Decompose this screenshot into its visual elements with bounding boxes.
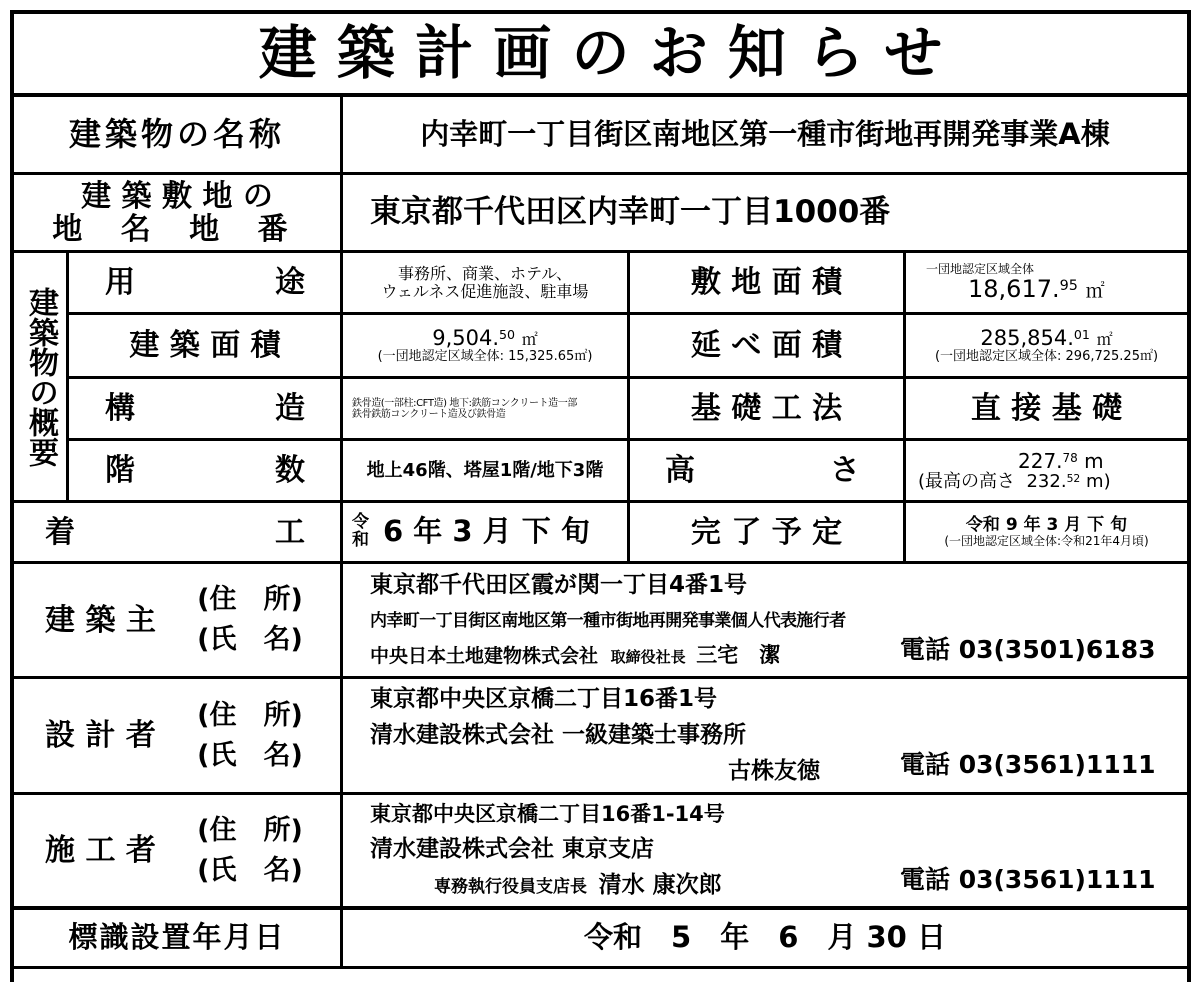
owner-label: 建 築 主 (45, 602, 156, 638)
designer-line-3: 古株友徳 (728, 758, 820, 785)
building-area-note: (一団地認定区域全体: 15,325.65㎡) (377, 348, 593, 364)
height-cell (906, 441, 1187, 500)
overview-label (14, 253, 66, 500)
sign-date-value: 令和 5 年 6 月 30 日 (584, 920, 946, 955)
structure-value-1: 鉄骨造(一部柱:CFT造) 地下:鉄筋コンクリート造一部 (352, 397, 577, 409)
designer-name-label: (氏 名) (197, 739, 303, 771)
designer-line-2: 清水建設株式会社 一級建築士事務所 (370, 721, 747, 748)
owner-line-1: 東京都千代田区霞が関一丁目4番1号 (370, 571, 748, 598)
foundation-value: 直 接 基 礎 (970, 391, 1123, 426)
height-max-label: (最高の高さ (918, 470, 1016, 492)
floor-area-value: 285,854. (980, 325, 1074, 350)
height-max-unit: m) (1086, 470, 1111, 492)
owner-name-label: (氏 名) (197, 624, 303, 655)
contractor-name-label: (氏 名) (197, 854, 303, 886)
start-label-a: 着 (45, 514, 75, 550)
vline-label (340, 93, 343, 969)
contractor-line-3-row (434, 873, 722, 898)
usage-value (343, 253, 627, 312)
contractor-label: 施 工 者 (45, 833, 156, 868)
owner-person: 三宅 潔 (696, 643, 781, 668)
site-address-label-1: 建 築 敷 地 の (81, 178, 273, 214)
site-address-label (14, 175, 340, 250)
overview-label-text: 建築物の概要 (23, 286, 58, 467)
building-area-value: 9,504. (432, 325, 500, 350)
height-max-line (918, 472, 1111, 492)
height-label-b: さ (830, 453, 860, 488)
structure-label (105, 379, 305, 438)
contractor-addr-label: (住 所) (197, 814, 303, 846)
site-area-value-line (968, 276, 1105, 302)
designer-phone: 電話 03(3561)1111 (900, 750, 1156, 780)
floor-area-note: (一団地認定区域全体: 296,725.25㎡) (934, 348, 1159, 364)
owner-field-labels (185, 564, 315, 676)
owner-addr-label: (住 所) (197, 584, 303, 616)
contractor-line-2: 清水建設株式会社 東京支店 (370, 835, 655, 862)
start-era-2: 和 (352, 530, 369, 550)
owner-line-2: 内幸町一丁目街区南地区第一種市街地再開発事業個人代表施行者 (370, 610, 846, 631)
usage-label-a: 用 (105, 265, 135, 300)
designer-addr-label: (住 所) (197, 699, 303, 731)
height-max-decimal: 52 (1066, 471, 1081, 485)
height-label-a: 高 (665, 453, 695, 488)
start-label-b: 工 (275, 514, 305, 550)
contractor-line-1: 東京都中央区京橋二丁目16番1-14号 (370, 801, 725, 826)
designer-label: 設 計 者 (45, 718, 156, 753)
height-max-value: 232. (1026, 470, 1067, 492)
floor-area-label: 延 べ 面 積 (690, 328, 843, 363)
site-area-unit: ㎡ (1085, 279, 1105, 302)
owner-line-3-row (370, 644, 780, 667)
start-era-1: 令 (352, 512, 369, 533)
sign-date-label: 標識設置年月日 (68, 920, 286, 955)
floor-area-decimal: 01 (1073, 327, 1090, 343)
floors-label-b: 数 (275, 453, 305, 488)
contractor-title: 専務執行役員支店長 (434, 877, 587, 898)
usage-label (105, 253, 305, 312)
border-right (1187, 10, 1191, 982)
floor-area-value-line (980, 327, 1112, 350)
page-title: 建 築 計 画 の お 知 ら せ (258, 18, 943, 87)
designer-details (370, 681, 870, 790)
structure-value-2: 鉄骨鉄筋コンクリート造及び鉄骨造 (352, 408, 506, 420)
height-unit: m (1084, 448, 1104, 473)
floor-area-cell (906, 315, 1187, 376)
site-area-decimal: 95 (1059, 278, 1078, 295)
building-area-decimal: 50 (499, 327, 516, 343)
site-address-label-2: 地 名 地 番 (52, 211, 302, 247)
site-area-value: 18,617. (968, 274, 1060, 303)
designer-field-labels (185, 679, 315, 792)
contractor-details (370, 797, 890, 904)
start-cell (352, 503, 627, 561)
contractor-phone: 電話 03(3561)1111 (900, 865, 1156, 895)
contractor-person: 清水 康次郎 (598, 872, 722, 899)
owner-line-3: 中央日本土地建物株式会社 (370, 645, 599, 668)
building-area-label: 建 築 面 積 (129, 328, 281, 363)
hline-date (10, 966, 1191, 969)
building-area-unit: ㎡ (521, 329, 538, 349)
floor-area-unit: ㎡ (1096, 329, 1113, 349)
building-area-value-line (432, 327, 538, 350)
usage-label-b: 途 (275, 265, 305, 300)
start-value: 6 年 3 月 下 旬 (383, 514, 590, 549)
owner-details (370, 566, 900, 674)
foundation-label: 基 礎 工 法 (690, 391, 843, 426)
structure-label-a: 構 (105, 391, 135, 426)
start-label (45, 503, 305, 561)
height-label (665, 441, 860, 500)
height-value: 227. (1018, 448, 1063, 473)
site-area-cell (906, 253, 1187, 312)
usage-value-2: ウェルネス促進施設、駐車場 (381, 281, 589, 301)
site-area-note: 一団地認定区域全体 (926, 261, 1035, 276)
owner-phone: 電話 03(3501)6183 (900, 635, 1156, 665)
completion-note: (一団地認定区域全体:令和21年4月頃) (944, 533, 1149, 548)
floors-label (105, 441, 305, 500)
floors-value: 地上46階、塔屋1階/地下3階 (366, 459, 604, 481)
structure-value (352, 379, 627, 438)
contractor-field-labels (185, 795, 315, 906)
usage-value-1: 事務所、商業、ホテル、 (398, 263, 572, 283)
vline-overview (66, 250, 69, 502)
site-address-value: 東京都千代田区内幸町一丁目1000番 (370, 194, 891, 231)
building-name-label: 建築物の名称 (68, 114, 285, 153)
structure-label-b: 造 (275, 391, 305, 426)
start-era (352, 514, 369, 550)
building-area-cell (343, 315, 627, 376)
floors-label-a: 階 (105, 453, 135, 488)
completion-label: 完 了 予 定 (690, 514, 843, 550)
site-area-label: 敷 地 面 積 (690, 265, 843, 300)
designer-line-1: 東京都中央区京橋二丁目16番1号 (370, 685, 718, 712)
completion-value: 令和 9 年 3 月 下 旬 (965, 515, 1128, 536)
owner-title: 取締役社長 (610, 648, 686, 667)
height-decimal: 78 (1062, 451, 1078, 466)
height-value-line (1018, 450, 1104, 472)
completion-cell (906, 503, 1187, 561)
building-name-value: 内幸町一丁目街区南地区第一種市街地再開発事業A棟 (420, 116, 1110, 151)
